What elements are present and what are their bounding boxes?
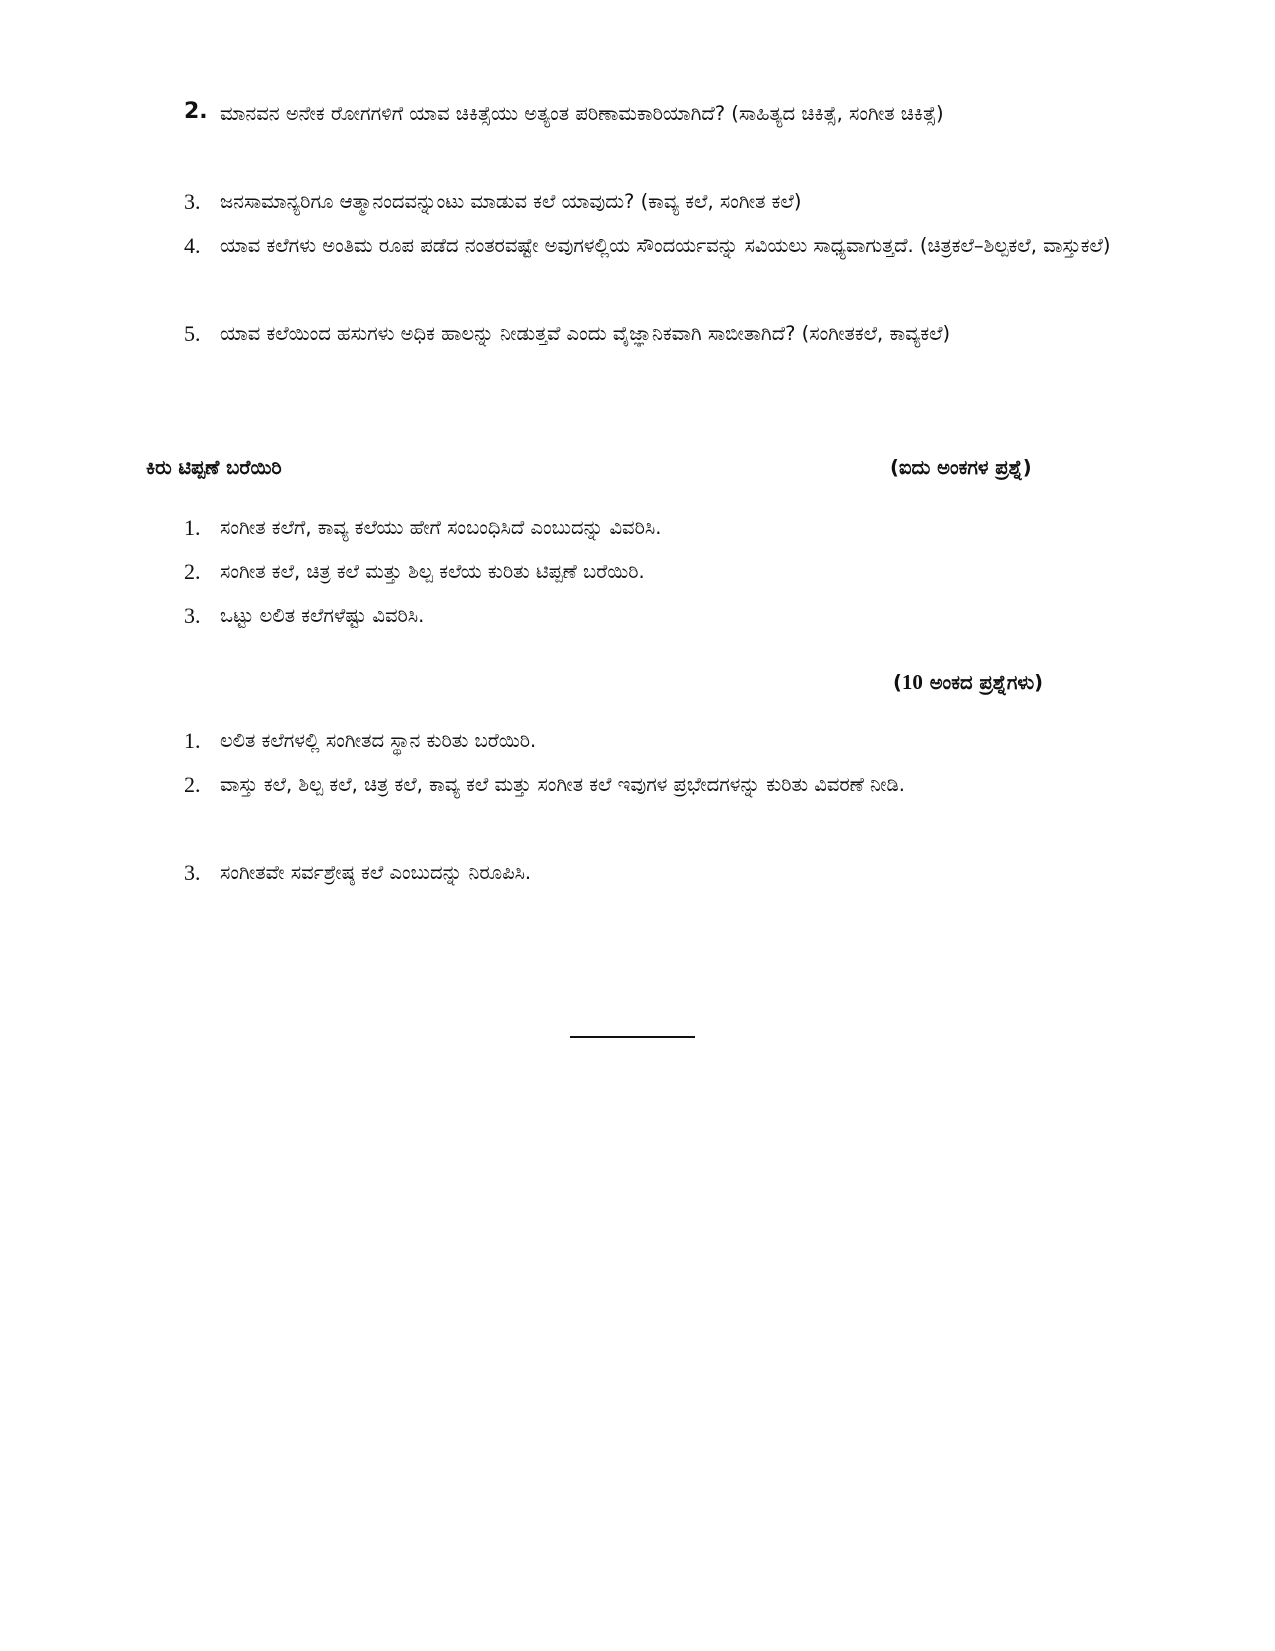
marks-label: (ಐದು ಅಂಕಗಳ ಪ್ರಶ್ನೆ) — [890, 456, 1032, 479]
marks-label — [893, 670, 1043, 695]
question-text: ಯಾವ ಕಲೆಗಳು ಅಂತಿಮ ರೂಪ ಪಡೆದ ನಂತರವಷ್ಟೇ ಅವುಗಳಲ್ಲಿಯ ಸೌಂದರ್ಯವನ್ನು ಸವಿಯಲು ಸಾಧ್ಯವಾಗುತ್ತದೆ. (ಚಿತ್ರಕಲೆ–ಶಿಲ್ಪಕಲೆ, ವಾಸ್ತುಕಲೆ) — [220, 234, 1111, 257]
marks-label-text: ಅಂಕದ ಪ್ರಶ್ನೆಗಳು) — [922, 671, 1044, 694]
question-number: 3. — [184, 603, 201, 628]
question-number: 2. — [184, 772, 201, 797]
list-item — [0, 91, 1275, 179]
question-text: ಮಾನವನ ಅನೇಕ ರೋಗಗಳಿಗೆ ಯಾವ ಚಿಕಿತ್ಸೆಯು ಅತ್ಯಂತ ಪರಿಣಾಮಕಾರಿಯಾಗಿದೆ? (ಸಾಹಿತ್ಯದ ಚಿಕಿತ್ಸೆ, ಸಂಗೀತ ಚಿಕಿತ್ಸೆ) — [220, 102, 944, 125]
list-item — [0, 762, 1275, 850]
list-item — [0, 593, 1275, 637]
question-number: 1. — [184, 515, 201, 540]
question-text: ಜನಸಾಮಾನ್ಯರಿಗೂ ಆತ್ಮಾನಂದವನ್ನುಂಟು ಮಾಡುವ ಕಲೆ ಯಾವುದು? (ಕಾವ್ಯ ಕಲೆ, ಸಂಗೀತ ಕಲೆ) — [220, 190, 802, 213]
marks-label-open: ( — [893, 671, 902, 694]
question-number: 3. — [184, 860, 201, 885]
question-list-section-b — [0, 505, 1275, 637]
question-list-section-a — [0, 91, 1275, 399]
question-number: 3. — [184, 189, 201, 214]
list-item — [0, 850, 1275, 894]
list-item — [0, 718, 1275, 762]
section-title: ಕಿರು ಟಿಪ್ಪಣೆ ಬರೆಯಿರಿ — [146, 456, 282, 479]
list-item — [0, 223, 1275, 311]
question-number: 5. — [184, 321, 201, 346]
question-text: ಒಟ್ಟು ಲಲಿತ ಕಲೆಗಳೆಷ್ಟು ವಿವರಿಸಿ. — [220, 604, 425, 627]
question-number: 4. — [184, 233, 201, 258]
question-text: ಲಲಿತ ಕಲೆಗಳಲ್ಲಿ ಸಂಗೀತದ ಸ್ಥಾನ ಕುರಿತು ಬರೆಯಿರಿ. — [220, 729, 537, 752]
question-list-section-c — [0, 718, 1275, 894]
marks-number: 10 — [901, 670, 923, 694]
list-item — [0, 549, 1275, 593]
list-item — [0, 505, 1275, 549]
list-item — [0, 179, 1275, 223]
question-text: ಸಂಗೀತವೇ ಸರ್ವಶ್ರೇಷ್ಠ ಕಲೆ ಎಂಬುದನ್ನು ನಿರೂಪಿಸಿ. — [220, 861, 532, 884]
question-number: 2. — [184, 559, 201, 584]
list-item — [0, 311, 1275, 399]
question-text: ಯಾವ ಕಲೆಯಿಂದ ಹಸುಗಳು ಅಧಿಕ ಹಾಲನ್ನು ನೀಡುತ್ತವೆ ಎಂದು ವೈಜ್ಞಾನಿಕವಾಗಿ ಸಾಬೀತಾಗಿದೆ? (ಸಂಗೀತಕಲೆ, ಕಾವ್ಯಕಲೆ) — [220, 322, 951, 345]
question-text: ಸಂಗೀತ ಕಲೆಗೆ, ಕಾವ್ಯ ಕಲೆಯು ಹೇಗೆ ಸಂಬಂಧಿಸಿದೆ ಎಂಬುದನ್ನು ವಿವರಿಸಿ. — [220, 516, 662, 539]
question-number: 1. — [184, 728, 201, 753]
end-divider — [570, 1036, 695, 1038]
question-number: 2. — [184, 99, 208, 124]
question-text: ಸಂಗೀತ ಕಲೆ, ಚಿತ್ರ ಕಲೆ ಮತ್ತು ಶಿಲ್ಪ ಕಲೆಯ ಕುರಿತು ಟಿಪ್ಪಣೆ ಬರೆಯಿರಿ. — [220, 560, 645, 583]
question-text: ವಾಸ್ತು ಕಲೆ, ಶಿಲ್ಪ ಕಲೆ, ಚಿತ್ರ ಕಲೆ, ಕಾವ್ಯ ಕಲೆ ಮತ್ತು ಸಂಗೀತ ಕಲೆ ಇವುಗಳ ಪ್ರಭೇದಗಳನ್ನು ಕುರಿತು ವಿವರಣೆ ನೀಡಿ. — [220, 773, 905, 796]
